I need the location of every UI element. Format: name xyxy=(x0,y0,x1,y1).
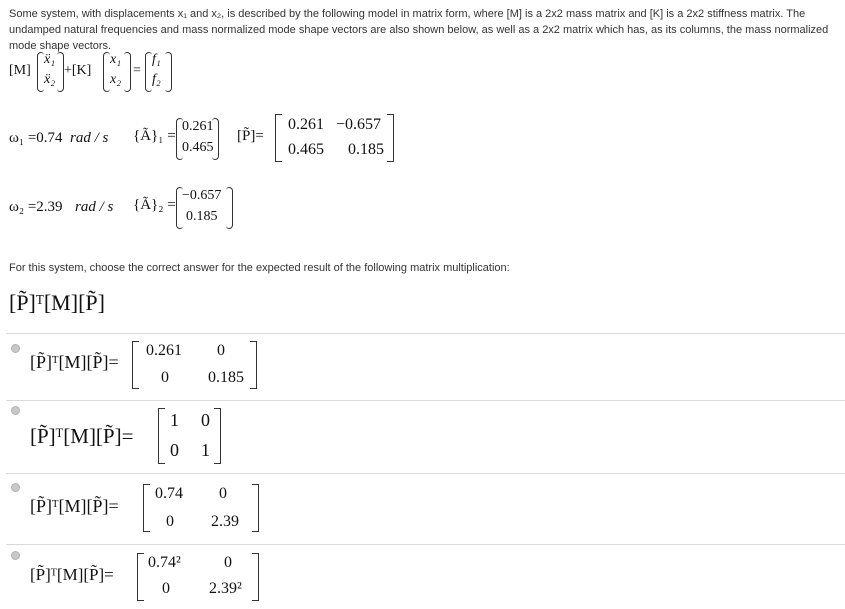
option-2-radio[interactable] xyxy=(11,406,20,415)
p-matrix-label: [P̃]= xyxy=(237,128,264,144)
option-3-cell-12: 0 xyxy=(219,485,227,502)
option-4-bracket-right xyxy=(252,553,259,601)
force-1: f₁ xyxy=(152,52,161,67)
p-cell-11: 0.261 xyxy=(288,116,324,133)
mode-2-brace-right xyxy=(226,187,233,229)
option-1-cell-21: 0 xyxy=(161,369,169,386)
divider xyxy=(6,544,845,545)
mode-1-vector-label: {Ã}₁ = xyxy=(133,128,176,144)
option-2-cell-21: 0 xyxy=(170,440,179,460)
disp-2: x₂ xyxy=(110,72,122,87)
p-cell-12: −0.657 xyxy=(336,116,382,133)
disp-brace-left xyxy=(103,52,110,92)
omega-1-units: rad / s xyxy=(70,130,109,146)
option-4-bracket-left xyxy=(137,553,144,601)
stiffness-matrix-label: +[K] xyxy=(64,63,92,78)
option-4-radio[interactable] xyxy=(11,551,20,560)
option-2-cell-11: 1 xyxy=(170,410,179,430)
option-3-cell-21: 0 xyxy=(166,513,174,530)
divider xyxy=(6,400,845,401)
omega-1: ω₁ =0.74 xyxy=(9,130,63,146)
acc-2: ẍ₂ xyxy=(44,72,56,87)
option-1-bracket-right xyxy=(250,341,257,389)
force-2: f₂ xyxy=(152,72,161,87)
divider xyxy=(6,473,845,474)
option-3-cell-22: 2.39 xyxy=(211,513,239,530)
option-2-bracket-right xyxy=(214,408,221,464)
option-3-label: [P̃]ᵀ[M][P̃]= xyxy=(30,496,119,516)
option-1-bracket-left xyxy=(132,341,139,389)
mode-2-vector-label: {Ã}₂ = xyxy=(133,197,176,213)
option-4-cell-12: 0 xyxy=(224,554,232,571)
option-3-bracket-left xyxy=(143,484,150,532)
option-2-cell-12: 0 xyxy=(201,410,210,430)
option-3-cell-11: 0.74 xyxy=(155,485,183,502)
target-expression: [P̃]ᵀ[M][P̃] xyxy=(9,290,105,315)
question-prompt: For this system, choose the correct answer for the expected result of the following matrix multiplication: xyxy=(9,262,510,274)
option-2-cell-22: 1 xyxy=(201,440,210,460)
p-bracket-right xyxy=(387,114,394,162)
force-brace-left xyxy=(145,52,152,92)
option-4-cell-11: 0.74² xyxy=(148,554,181,571)
option-1-cell-22: 0.185 xyxy=(208,369,244,386)
p-cell-22: 0.185 xyxy=(348,141,384,158)
problem-statement: Some system, with displacements x₁ and x₂, is described by the following model in matrix form, where [M] is a 2x2 mass matrix and [K] is a 2x2 stiffness matrix. The undamped natural frequencies and mass normalized mode shape vectors are also shown below, as well as a 2x2 matrix which has, as its columns, the mass normalized mode shape vectors. xyxy=(9,8,829,52)
option-1-cell-11: 0.261 xyxy=(146,342,182,359)
p-bracket-left xyxy=(275,114,282,162)
option-1-radio[interactable] xyxy=(11,344,20,353)
disp-1: x₁ xyxy=(110,52,122,67)
omega-2: ω₂ =2.39 xyxy=(9,199,63,215)
option-1-label: [P̃]ᵀ[M][P̃]= xyxy=(30,352,119,372)
p-cell-21: 0.465 xyxy=(288,141,324,158)
disp-brace-right xyxy=(124,52,131,92)
acc-1: ẍ₁ xyxy=(44,52,56,67)
option-3-radio[interactable] xyxy=(11,483,20,492)
mode-2-value-1: −0.657 xyxy=(182,188,222,203)
option-4-cell-21: 0 xyxy=(162,580,170,597)
acc-brace-left xyxy=(37,52,44,92)
mode-1-value-1: 0.261 xyxy=(182,119,214,134)
option-2-label: [P̃]ᵀ[M][P̃]= xyxy=(30,424,134,448)
option-1-cell-12: 0 xyxy=(217,342,225,359)
equals-sign: = xyxy=(133,63,141,78)
mode-2-value-2: 0.185 xyxy=(186,209,218,224)
acc-brace-right xyxy=(57,52,64,92)
mode-1-value-2: 0.465 xyxy=(182,140,214,155)
option-4-cell-22: 2.39² xyxy=(209,580,242,597)
option-2-bracket-left xyxy=(158,408,165,464)
option-3-bracket-right xyxy=(252,484,259,532)
mode-1-brace-right xyxy=(212,118,219,160)
force-brace-right xyxy=(165,52,172,92)
option-4-label: [P̃]ᵀ[M][P̃]= xyxy=(30,565,114,584)
omega-2-units: rad / s xyxy=(75,199,114,215)
divider xyxy=(6,333,845,334)
mass-matrix-label: [M] xyxy=(9,63,31,78)
